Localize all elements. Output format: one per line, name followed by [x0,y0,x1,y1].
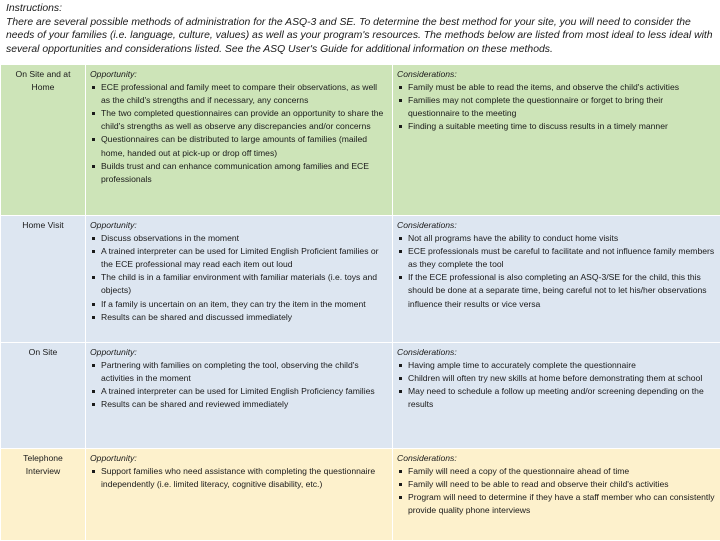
list-item: The child is in a familiar environment with familiar materials (i.e. toys and objects) [90,271,388,297]
instructions [6,2,718,56]
list-item: If a family is uncertain on an item, they can try the item in the moment [90,298,388,311]
list-item: May need to schedule a follow up meeting and/or screening depending on the results [397,385,716,411]
list-item: Children will often try new skills at home before demonstrating them at school [397,372,716,385]
method-name [1,449,86,541]
list-item: A trained interpreter can be used for Limited English Proficient families or the ECE professional may read each item out loud [90,245,388,271]
opportunity-list [90,232,388,324]
list-item: Families may not complete the questionnaire or forget to bring their questionnaire to the meeting [397,94,716,120]
opportunity-cell [86,343,393,449]
opportunity-title: Opportunity: [90,452,388,465]
method-label: On Site and at Home [16,69,71,92]
list-item: Discuss observations in the moment [90,232,388,245]
opportunity-cell [86,449,393,541]
opportunity-list [90,465,388,491]
method-name [1,65,86,216]
instructions-label: Instructions: [6,2,718,16]
consideration-list [397,232,716,311]
consideration-title: Considerations: [397,219,716,232]
consideration-list [397,81,716,133]
opportunity-list [90,81,388,186]
consideration-title: Considerations: [397,452,716,465]
method-row-on-site-and-home [1,65,720,216]
list-item: Results can be shared and reviewed immediately [90,398,388,411]
opportunity-title: Opportunity: [90,219,388,232]
list-item: Family will need a copy of the questionnaire ahead of time [397,465,716,478]
list-item: Finding a suitable meeting time to discuss results in a timely manner [397,120,716,133]
list-item: If the ECE professional is also completing an ASQ-3/SE for the child, this this should be done at a separate time, being careful not to let his/her observations influence their results or vice versa [397,271,716,310]
method-label: On Site [29,347,58,357]
method-name [1,343,86,449]
list-item: A trained interpreter can be used for Limited English Proficiency families [90,385,388,398]
method-row-home-visit [1,216,720,343]
list-item: Family must be able to read the items, and observe the child's activities [397,81,716,94]
opportunity-title: Opportunity: [90,346,388,359]
opportunity-title: Opportunity: [90,68,388,81]
method-label: Telephone Interview [23,453,63,476]
list-item: ECE professional and family meet to compare their observations, as well as the child's strengths and if necessary, any concerns [90,81,388,107]
method-row-telephone-interview [1,449,720,541]
consideration-title: Considerations: [397,68,716,81]
consideration-cell [393,343,720,449]
list-item: Family will need to be able to read and observe their child's activities [397,478,716,491]
opportunity-cell [86,65,393,216]
list-item: Support families who need assistance with completing the questionnaire independently (i.e. limited literacy, cognitive disability, etc.) [90,465,388,491]
consideration-cell [393,65,720,216]
consideration-cell [393,449,720,541]
list-item: Program will need to determine if they have a staff member who can consistently provide quality phone interviews [397,491,716,517]
list-item: ECE professionals must be careful to facilitate and not influence family members as they complete the tool [397,245,716,271]
list-item: Partnering with families on completing the tool, observing the child's activities in the moment [90,359,388,385]
opportunity-cell [86,216,393,343]
administration-methods-table [0,64,720,541]
list-item: Questionnaires can be distributed to large amounts of families (mailed home, handed out at pick-up or drop off times) [90,133,388,159]
consideration-cell [393,216,720,343]
list-item: Having ample time to accurately complete the questionnaire [397,359,716,372]
consideration-list [397,359,716,411]
method-name [1,216,86,343]
method-row-on-site [1,343,720,449]
list-item: Results can be shared and discussed immediately [90,311,388,324]
method-label: Home Visit [22,220,63,230]
list-item: The two completed questionnaires can provide an opportunity to share the child's strengths as well as observe any discrepancies and/or concerns [90,107,388,133]
consideration-list [397,465,716,517]
list-item: Not all programs have the ability to conduct home visits [397,232,716,245]
list-item: Builds trust and can enhance communication among families and ECE professionals [90,160,388,186]
opportunity-list [90,359,388,411]
consideration-title: Considerations: [397,346,716,359]
instructions-text: There are several possible methods of administration for the ASQ-3 and SE. To determine the best method for your site, you will need to consider the needs of your families (i.e. language, culture, values) as well as your program's resources. The methods below are listed from most ideal to less ideal with several opportunities and considerations listed. See the ASQ User's Guide for additional information on these methods. [6,16,718,57]
